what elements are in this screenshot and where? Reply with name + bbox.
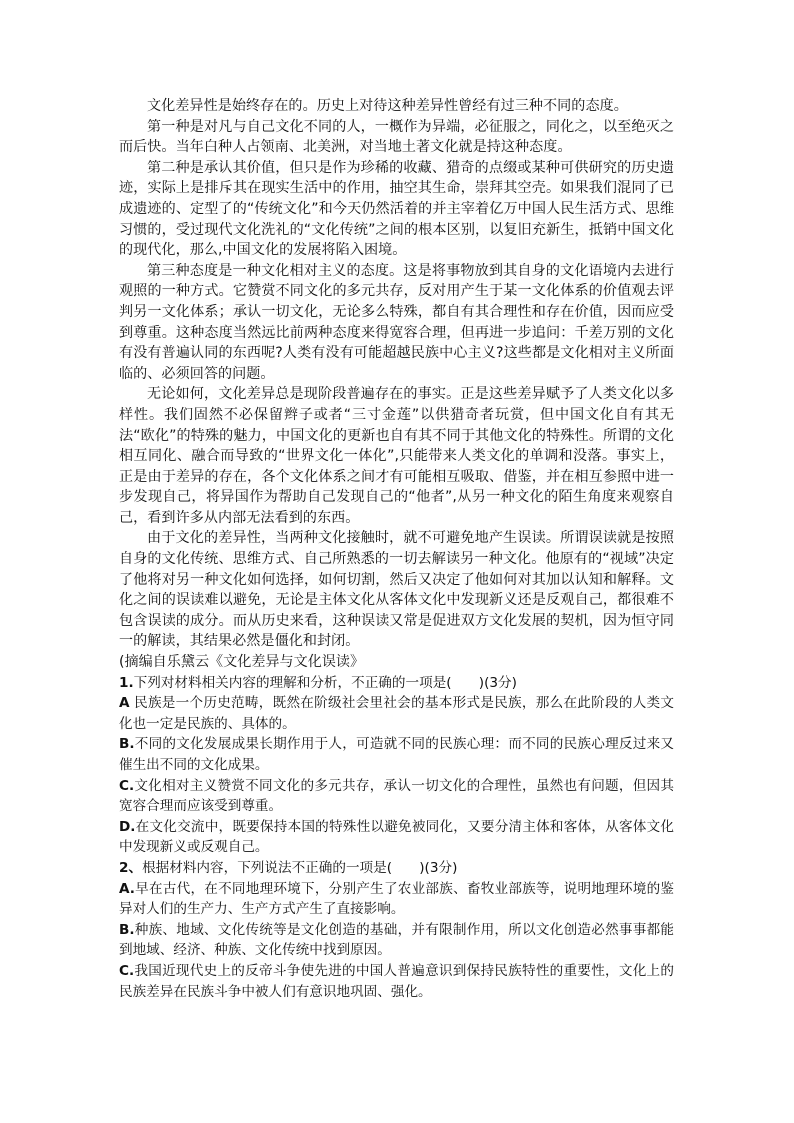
option-letter: B. <box>119 921 135 938</box>
question-number: 1. <box>119 674 134 691</box>
article-paragraph-5: 无论如何，文化差异总是现阶段普遍存在的事实。正是这些差异赋予了人类文化以多样性。我们固然不必保留辫子或者“三寸金莲”以供猎奇者玩赏，但中国文化自有其无法“欧化”的特殊的魅力，中国文化的更新也自有其不同于其他文化的特殊性。所谓的文化相互同化、融合而导致的“世界文化一体化”,只能带来人类文化的单调和没落。事实上，正是由于差异的存在，各个文化体系之间才有可能相互吸取、借鉴，并在相互参照中进一步发现自己，将异国作为帮助自己发现自己的“他者”,从另一种文化的陌生角度来观察自己，看到许多从内部无法看到的东西。 <box>119 386 674 526</box>
option-text: 文化相对主义赞赏不同文化的多元共存，承认一切文化的合理性，虽然也有问题，但因其宽容合理而应该受到尊重。 <box>119 777 674 815</box>
article-body <box>119 96 674 673</box>
question-text: 根据材料内容，下列说法不正确的一项是( )(3分) <box>142 859 458 876</box>
option-letter: B. <box>119 736 135 753</box>
option-text: 不同的文化发展成果长期作用于人，可造就不同的民族心理：而不同的民族心理反过来又催生出不同的文化成果。 <box>119 736 674 773</box>
option-text: 早在古代，在不同地理环境下，分别产生了农业部族、畜牧业部族等，说明地理环境的鉴异对人们的生产力、生产方式产生了直接影响。 <box>119 880 674 918</box>
option-a <box>119 693 674 734</box>
article-paragraph-3: 第二种是承认其价值，但只是作为珍稀的收藏、猎奇的点缀或某种可供研究的历史遗迹，实际上是排斥其在现实生活中的作用，抽空其生命，崇拜其空壳。如果我们混同了已成遗迹的、定型了的“传统文化”和今天仍然活着的并主宰着亿万中国人民生活方式、思维习惯的，受过现代文化洗礼的“文化传统”之间的根本区别，以复旧充新生，抵销中国文化的现代化，那么,中国文化的发展将陷入困境。 <box>119 159 674 259</box>
article-paragraph-4: 第三种态度是一种文化相对主义的态度。这是将事物放到其自身的文化语境内去进行观照的一种方式。它赞赏不同文化的多元共存，反对用产生于某一文化体系的价值观去评判另一文化体系；承认一切文化，无论多么特殊，都自有其合理性和存在价值，因而应受到尊重。这种态度当然远比前两种态度来得宽容合理，但再进一步追问：千差万别的文化有没有普遍认同的东西呢?人类有没有可能超越民族中心主义?这些都是文化相对主义所面临的、必须回答的问题。 <box>119 262 674 382</box>
question-1 <box>119 673 674 858</box>
option-text: 种族、地域、文化传统等是文化创造的基础，并有限制作用，所以文化创造必然事事都能到地域、经济、种族、文化传统中找到原因。 <box>119 921 674 959</box>
option-letter: C. <box>119 962 135 979</box>
option-a <box>119 879 674 920</box>
option-text: 在文化交流中，既要保持本国的特殊性以避免被同化，又要分清主体和客体，从客体文化中发现新义或反观自己。 <box>119 818 674 856</box>
option-letter: C. <box>119 777 135 794</box>
option-letter: D. <box>119 818 136 835</box>
question-text: 下列对材料相关内容的理解和分析，不正确的一项是( )(3分) <box>133 674 517 691</box>
option-letter: A. <box>119 880 135 897</box>
option-c <box>119 961 674 1002</box>
option-b <box>119 920 674 961</box>
option-d <box>119 817 674 858</box>
article-paragraph-2: 第一种是对凡与自己文化不同的人，一概作为异端，必征服之，同化之，以至绝灭之而后快。当年白种人占领南、北美洲，对当地土著文化就是持这种态度。 <box>119 118 674 156</box>
article-paragraph-6: 由于文化的差异性，当两种文化接触时，就不可避免地产生误读。所谓误读就是按照自身的文化传统、思维方式、自己所熟悉的一切去解读另一种文化。他原有的“视域”决定了他将对另一种文化如何选择，如何切割，然后又决定了他如何对其加以认知和解释。文化之间的误读难以避免，无论是主体文化从客体文化中发现新义还是反观自己，都很难不包含误读的成分。而从历史来看，这种误读又常是促进双方文化发展的契机，因为恒守同一的解读，其结果必然是僵化和封闭。 <box>119 530 674 650</box>
option-text: 民族是一个历史范畴，既然在阶级社会里社会的基本形式是民族，那么在此阶段的人类文化也一定是民族的、具体的。 <box>119 695 674 732</box>
article-paragraph-1: 文化差异性是始终存在的。历史上对待这种差异性曾经有过三种不同的态度。 <box>147 98 628 114</box>
question-2 <box>119 858 674 1002</box>
question-stem <box>119 858 674 879</box>
option-c <box>119 776 674 817</box>
option-b <box>119 734 674 775</box>
question-number: 2、 <box>119 859 143 876</box>
document-page <box>119 96 674 1002</box>
option-text: 我国近现代史上的反帝斗争使先进的中国人普遍意识到保持民族特性的重要性，文化上的民族差异在民族斗争中被人们有意识地巩固、强化。 <box>119 962 674 1000</box>
option-letter: A <box>119 695 130 712</box>
article-source: (摘编自乐黛云《文化差异与文化误读》 <box>119 654 365 671</box>
question-stem <box>119 673 674 694</box>
